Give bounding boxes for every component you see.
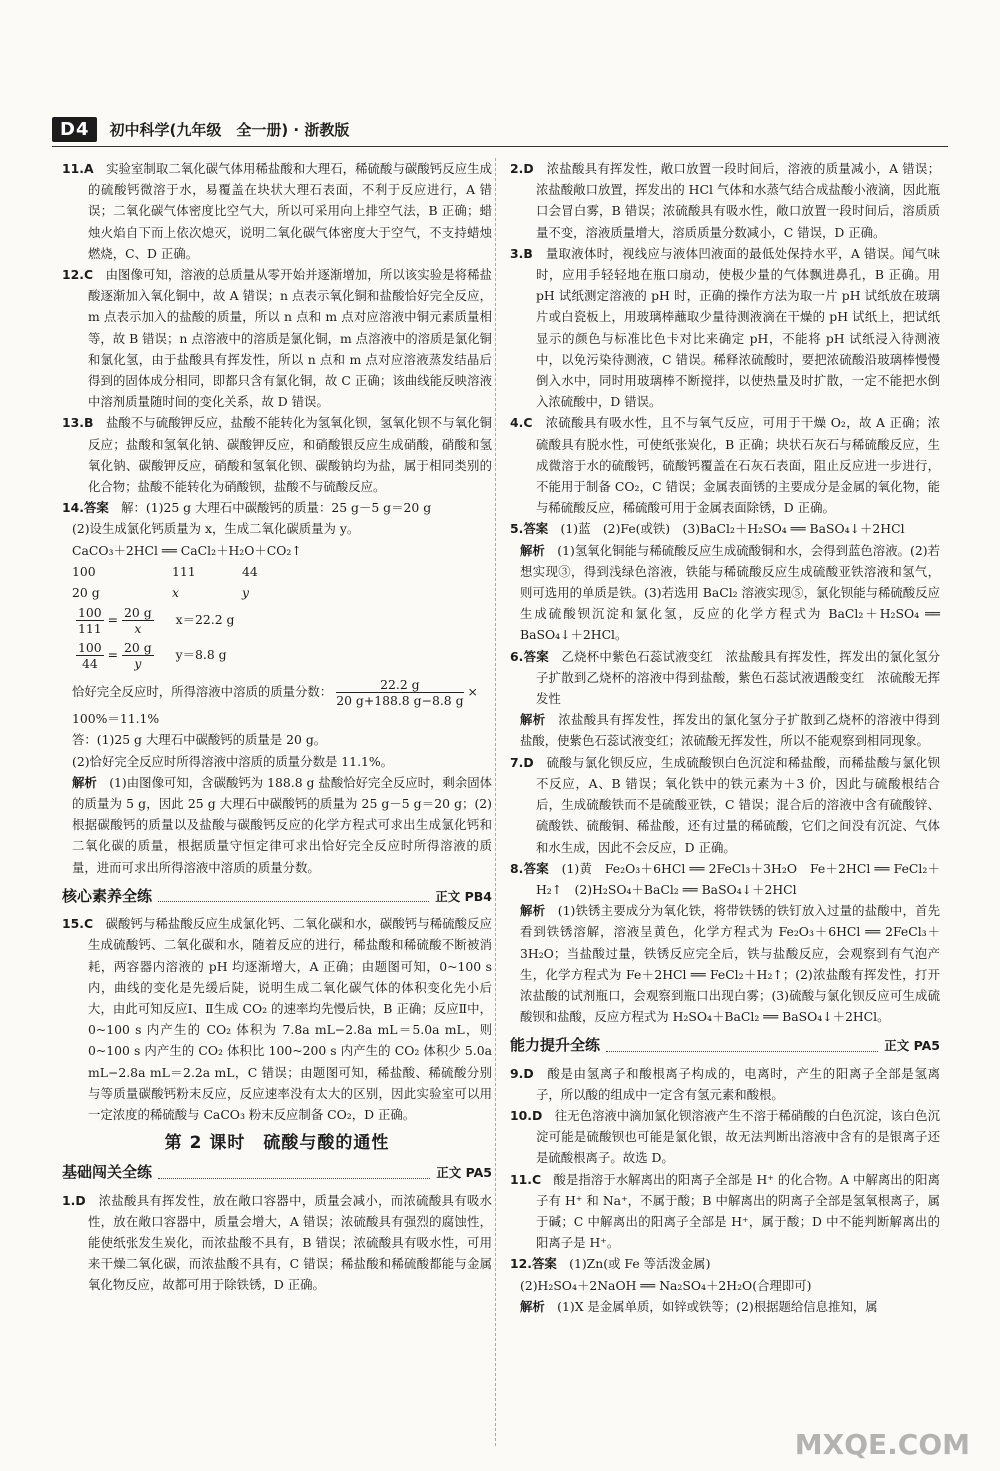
reaction-equation: CaCO₃＋2HCl ══ CaCl₂＋H₂O＋CO₂↑ [72,542,302,558]
given-values: 20 g x y [72,585,249,601]
answer-2: 2.D 浓盐酸具有挥发性，敞口放置一段时间后，溶液的质量减小，A 错误；浓盐酸敞口放置，挥发出的 HCl 气体和水蒸气结合成盐酸小液滴，因此瓶口会冒白雾，B 错误；浓硫酸具有吸水性，敞口放置一段时间后，溶质质量不变，溶液质量增大，溶质质量分数减小，C 错误，D 正确。 [510,161,941,240]
section-ability: 能力提升全练 正文 PA5 [510,1036,940,1055]
answer-12-right: 12.答案 (1)Zn(或 Fe 等活泼金属) (2)H₂SO₄＋2NaOH ══ Na₂SO₄＋2H₂O(合理即可) 解析 (1)X 是金属单质，如锌或铁等；(2)根据题给信息推知，属 [510,1256,878,1314]
answer-11-right: 11.C 酸是指溶于水解离出的阳离子全部是 H⁺ 的化合物。A 中解离出的阳离子有 H⁺ 和 Na⁺，不属于酸；B 中解离出的阴离子全部是氢氧根离子，属于碱；C 中解离出的阳离子全部是 H⁺，属于酸；D 中不能判断解离出的阳离子是 H⁺。 [510,1171,941,1251]
right-column [510,158,940,1317]
answer-14: 14.答案 解：(1)25 g 大理石中碳酸钙的质量：25 g－5 g＝20 g (2)设生成氯化钙质量为 x，生成二氧化碳质量为 y。 CaCO₃＋2HCl ══ CaCl₂＋H₂O＋CO₂↑ 100 111 44 20 g x y $\frac{100}{111}$ = $\frac{20 g}{x}$ x＝22.2 g $\frac{100}{44}$ = $\frac{20 g}{y}$ y＝8.8 g 恰好完全反应时，所得溶液中溶质的质量分数： $\frac{22.2 g}{20 g+188.8 g-8.8 g}$ × 100%＝11.1% 答：(1)25 g 大理石中碳酸钙的质量是 20 g。 (2)恰好完全反应时所得溶液中溶质的质量分数是 11.1%。 解析 (1)由图像可知，含碳酸钙为 188.8 g 盐酸恰好完全反应时，剩余固体的质量为 5 g，因此 25 g 大理石中碳酸钙的质量为 25 g－5 g＝20 g；(2)根据碳酸钙的质量以及盐酸与碳酸钙反应的化学方程式可求出生成氯化钙和二氧化碳的质量，根据质量守恒定律可求出恰好完全反应时所得溶液的质量，进而可求出所得溶液中溶质的质量分数。 [62,500,493,875]
molar-masses: 100 111 44 [72,563,258,579]
answer-7: 7.D 硫酸与氯化钡反应，生成硫酸钡白色沉淀和稀盐酸，而稀盐酸与氯化钡不反应，A、B 错误；氧化铁中的铁元素为＋3 价，因此与硫酸根结合后，生成硫酸铁而不是硫酸亚铁，C 错误；混合后的溶液中含有硫酸锌、硫酸铁、硫酸铜、稀盐酸，还有过量的稀硫酸，它们之间没有沉淀、气体和水生成，因此不会反应，D 正确。 [510,754,941,855]
section-basic: 基础闯关全练 正文 PA5 [62,1163,492,1182]
page-number: D4 [52,117,97,142]
answer-3: 3.B 量取液体时，视线应与液体凹液面的最低处保持水平，A 错误。闻气味时，应用手轻轻地在瓶口扇动，使极少量的气体飘进鼻孔，B 正确。用 pH 试纸测定溶液的 pH 时，正确的操作方法为取一片 pH 试纸放在玻璃片或白瓷板上，用玻璃棒蘸取少量待测液滴在干燥的 pH 试纸上，把试纸显示的颜色与标准比色卡对比来确定 pH，不能将 pH 试纸浸入待测液中，以免污染待测液，C 错误。稀释浓硫酸时，要把浓硫酸沿玻璃棒慢慢倒入水中，同时用玻璃棒不断搅拌，以使热量及时扩散，一定不能把水倒入浓硫酸中，D 错误。 [510,245,940,410]
answer-13: 13.B 盐酸不与硫酸钾反应，盐酸不能转化为氢氧化钡，氢氧化钡不与氧化铜反应；盐酸和氢氧化钠、碳酸钾反应，和硝酸银反应生成硝酸，硝酸和氢氧化钠、碳酸钾反应，硝酸和氢氧化钡、碳酸钠均为盐，属于相同类别的化合物；盐酸不能转化为硝酸钡，盐酸不与硫酸反应。 [62,415,493,495]
answer-9: 9.D 酸是由氢离子和酸根离子构成的，电离时，产生的阳离子全部是氢离子，所以酸的组成中一定含有氢元素和酸根。 [510,1065,941,1102]
answer-10: 10.D 往无色溶液中滴加氯化钡溶液产生不溶于稀硝酸的白色沉淀，该白色沉淀可能是硫酸钡也可能是氯化银，故无法判断出溶液中含有的是银离子还是硫酸根离子。故选 D。 [510,1107,940,1166]
left-column [62,158,492,1296]
header-rule [52,146,948,147]
section-core-literacy: 核心素养全练 正文 PB4 [62,886,492,905]
page-header [52,116,349,142]
answer-12: 12.C 由图像可知，溶液的总质量从零开始并逐渐增加，所以该实验是将稀盐酸逐渐加入氧化铜中，故 A 错误；n 点表示氧化铜和盐酸恰好完全反应，m 点表示加入的盐酸的质量，所以 n 点和 m 点对应溶液中铜元素质量相等，故 B 错误；n 点溶液中的溶质是氯化铜，m 点溶液中的溶质是氯化铜和氯化氢，由于盐酸具有挥发性，所以 n 点和 m 点对应溶液蒸发结晶后得到的固体成分相同，即都只含有氯化铜，故 C 正确；该曲线能反映溶液中溶剂质量随时间的变化关系，故 D 错误。 [62,267,493,410]
book-title: 初中科学(九年级 全一册) · 浙教版 [109,120,350,139]
answer-11: 11.A 实验室制取二氧化碳气体用稀盐酸和大理石，稀硫酸与碳酸钙反应生成的硫酸钙微溶于水，易覆盖在块状大理石表面，不利于反应进行，A 错误；二氧化碳气体密度比空气大，所以可采用向上排空气法，B 正确；蜡烛火焰自下而上依次熄灭，说明二氧化碳气体密度大于空气，不支持蜡烛燃烧，C、D 正确。 [62,161,493,261]
answer-8: 8.答案 (1)黄 Fe₂O₃＋6HCl ══ 2FeCl₃＋3H₂O Fe＋2HCl ══ FeCl₂＋H₂↑ (2)H₂SO₄＋BaCl₂ ══ BaSO₄↓＋2HCl 解析 (1)铁锈主要成分为氧化铁，将带铁锈的铁钉放入过量的盐酸中，首先看到铁锈溶解，溶液呈黄色，化学方程式为 Fe₂O₃＋6HCl ══ 2FeCl₃＋3H₂O；当盐酸过量，铁锈反应完全后，铁与盐酸反应，会观察到有气泡产生，化学方程式为 Fe＋2HCl ══ FeCl₂＋H₂↑；(2)浓盐酸有挥发性，打开浓盐酸的试剂瓶口，会观察到瓶口出现白雾；(3)硫酸与氯化钡反应可生成硫酸钡和盐酸，反应方程式为 H₂SO₄＋BaCl₂ ══ BaSO₄↓＋2HCl。 [510,860,940,1025]
column-divider [495,158,496,1446]
ratio-2: $\frac{100}{44}$ = $\frac{20 g}{y}$ y＝8.8 g [78,640,227,672]
answer-15: 15.C 碳酸钙与稀盐酸反应生成氯化钙、二氧化碳和水，碳酸钙与稀硫酸反应生成硫酸钙、二氧化碳和水，随着反应的进行，稀盐酸和稀硫酸不断被消耗，两容器内溶液的 pH 均逐渐增大，A 正确；由题图可知，0~100 s 内，曲线的变化是先缓后陡，说明生成二氧化碳气体的体积变化先小后大，由此可知反应Ⅰ、Ⅱ生成 CO₂ 的速率均先慢后快，B 正确；反应Ⅱ中，0~100 s 内产生的 CO₂ 体积为 7.8a mL−2.8a mL＝5.0a mL，则 0~100 s 内产生的 CO₂ 体积比 100~200 s 内产生的 CO₂ 体积少 5.0a mL−2.8a mL＝2.2a mL，C 错误；由题图可知，稀盐酸、稀硫酸分别与等质量碳酸钙粉末反应，反应速率没有太大的区别，因此实验室可以用一定浓度的稀硫酸与 CaCO₃ 粉末反应制备 CO₂，D 正确。 [62,916,493,1122]
lesson-title: 第 2 课时 硫酸与酸的通性 [164,1133,390,1154]
mass-fraction: 恰好完全反应时，所得溶液中溶质的质量分数： $\frac{22.2 g}{20 g+188.8 g-8.8 g}$ × [72,677,478,709]
ratio-1: $\frac{100}{111}$ = $\frac{20 g}{x}$ x＝22.2 g [78,605,235,637]
answer-1: 1.D 浓盐酸具有挥发性，放在敞口容器中，质量会减小，而浓硫酸具有吸水性，放在敞口容器中，质量会增大，A 错误；浓硫酸具有强烈的腐蚀性，能使纸张发生炭化，而浓盐酸不具有，B 错误；浓硫酸具有吸水性，可用来干燥二氧化碳，而浓盐酸不具有，C 错误；稀盐酸和稀硫酸都能与金属氧化物反应，故都可用于除铁锈，D 正确。 [62,1192,493,1293]
answer-4: 4.C 浓硫酸具有吸水性，且不与氧气反应，可用于干燥 O₂，故 A 正确；浓硫酸具有脱水性，可使纸张炭化，B 正确；块状石灰石与稀硫酸反应，生成微溶于水的硫酸钙，硫酸钙覆盖在石灰石表面，阻止反应进一步进行，不能用于制备 CO₂，C 错误；金属表面锈的主要成分是金属的氧化物，能与稀硫酸反应，稀硫酸可用于金属表面除锈，D 正确。 [510,415,940,516]
answer-6: 6.答案 乙烧杯中紫色石蕊试液变红 浓盐酸具有挥发性，挥发出的氯化氢分子扩散到乙烧杯的溶液中得到盐酸，紫色石蕊试液遇酸变红 浓硫酸无挥发性 解析 浓盐酸具有挥发性，挥发出的氯化氢分子扩散到乙烧杯的溶液中得到盐酸，使紫色石蕊试液变红；浓硫酸无挥发性，所以不能观察到相同现象。 [510,648,941,749]
watermark: MXQE.COM [794,1428,970,1461]
answer-5: 5.答案 (1)蓝 (2)Fe(或铁) (3)BaCl₂＋H₂SO₄ ══ BaSO₄↓＋2HCl 解析 (1)氢氧化铜能与稀硫酸反应生成硫酸铜和水，会得到蓝色溶液。(2)若想实现③，得到浅绿色溶液，铁能与稀硫酸反应生成硫酸亚铁溶液和氢气，则可选用的单质是铁。(3)若选用 BaCl₂ 溶液实现⑤，氯化钡能与稀硫酸反应生成硫酸钡沉淀和氯化氢，反应的化学方程式为 BaCl₂＋H₂SO₄ ══ BaSO₄↓＋2HCl。 [510,521,941,643]
